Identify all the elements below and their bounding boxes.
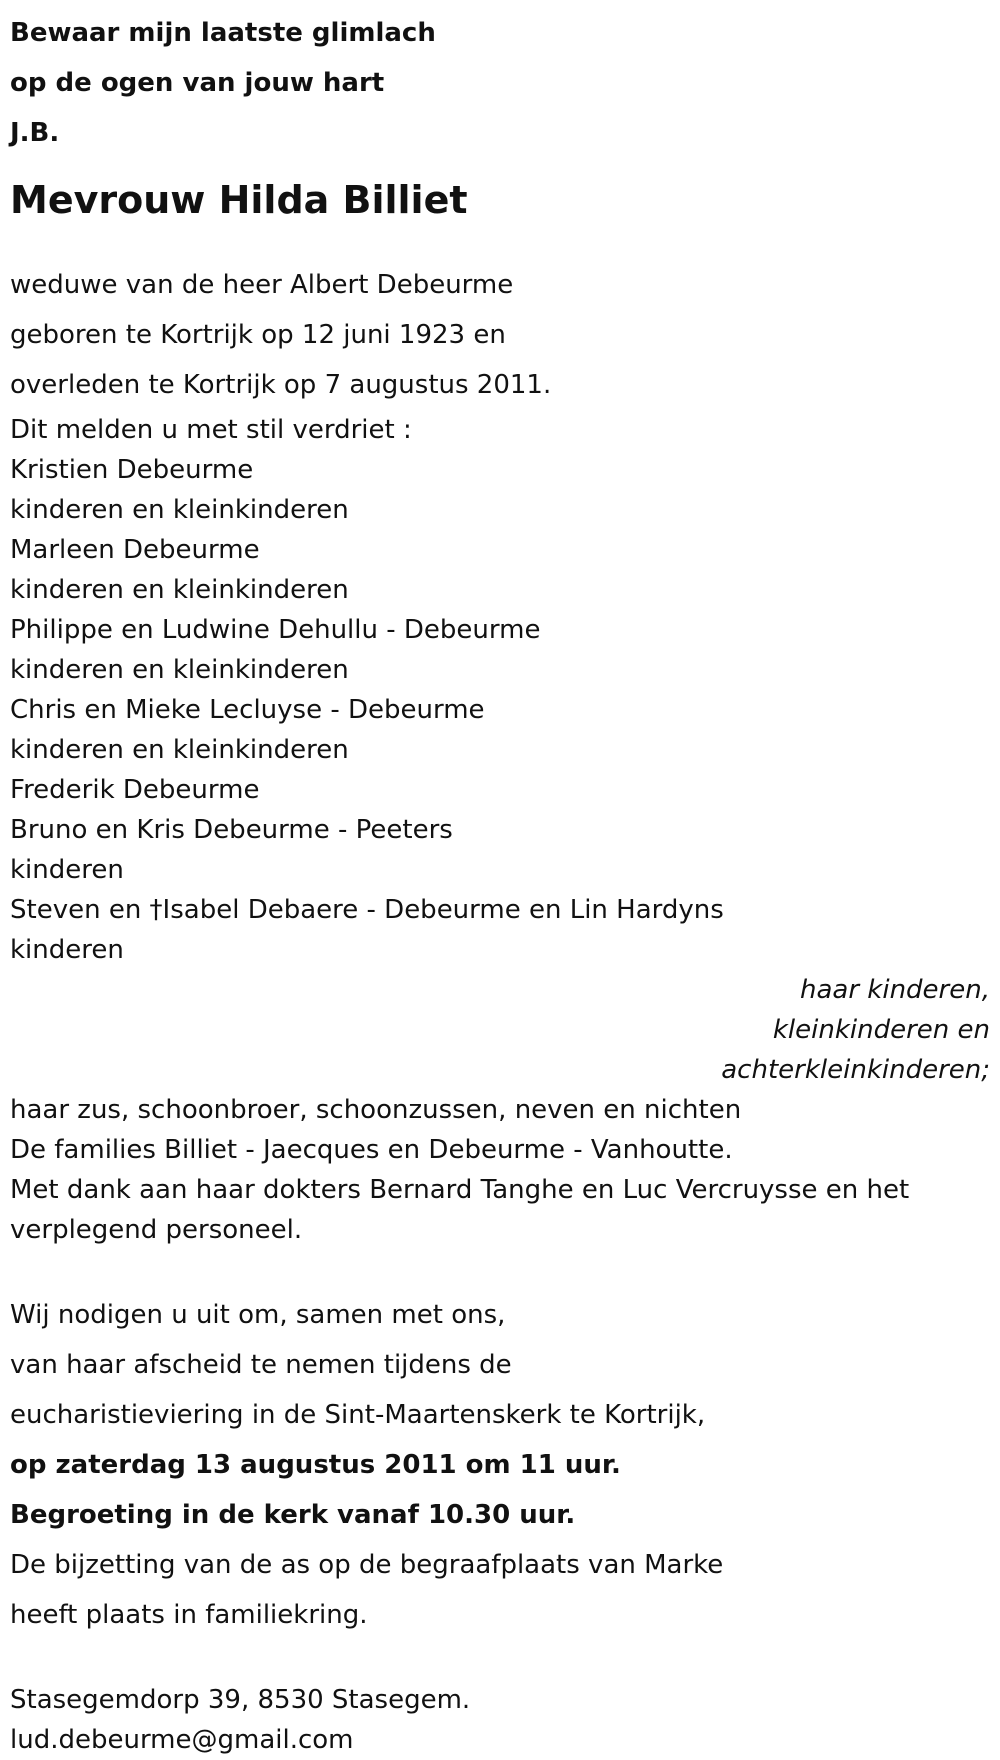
families-line: De families Billiet - Jaecques en Debeurme - Vanhoutte. [10,1135,733,1165]
invite-line: van haar afscheid te nemen tijdens de [10,1350,512,1380]
ceremony-date: op zaterdag 13 augustus 2011 om 11 uur. [10,1450,621,1480]
thanks-line: Met dank aan haar dokters Bernard Tanghe en Luc Vercruysse en het verplegend personeel. [10,1175,910,1245]
family-line: Kristien Debeurme [10,455,254,485]
family-line: kinderen en kleinkinderen [10,495,349,525]
poem-line: Bewaar mijn laatste glimlach [10,18,436,48]
family-line: kinderen [10,935,124,965]
family-list [10,410,990,970]
family-line: Philippe en Ludwine Dehullu - Debeurme [10,615,541,645]
intro-line: geboren te Kortrijk op 12 juni 1923 en [10,320,506,350]
family-line: kinderen en kleinkinderen [10,735,349,765]
contact-block [10,1680,990,1760]
family-line: Bruno en Kris Debeurme - Peeters [10,815,453,845]
spacer [10,1640,990,1680]
descendants-block [10,970,990,1090]
deceased-name: Mevrouw Hilda Billiet [10,178,468,222]
family-line: Chris en Mieke Lecluyse - Debeurme [10,695,485,725]
ceremony-block [10,1290,990,1640]
family-line: Steven en †Isabel Debaere - Debeurme en Lin Hardyns [10,895,724,925]
invite-line: Wij nodigen u uit om, samen met ons, [10,1300,506,1330]
address: Stasegemdorp 39, 8530 Stasegem. [10,1685,471,1715]
intro-line: overleden te Kortrijk op 7 augustus 2011. [10,370,552,400]
other-relatives-block [10,1090,990,1250]
poem-block [10,8,990,158]
burial-line: heeft plaats in familiekring. [10,1600,368,1630]
intro-block [10,260,990,410]
spacer [10,1250,990,1290]
obituary-notice [10,0,990,1760]
descendants-line: kleinkinderen en [772,1015,990,1045]
family-line: Marleen Debeurme [10,535,260,565]
relatives-line: haar zus, schoonbroer, schoonzussen, neven en nichten [10,1095,742,1125]
family-line: kinderen [10,855,124,885]
family-line: kinderen en kleinkinderen [10,575,349,605]
poem-line: op de ogen van jouw hart [10,68,385,98]
family-line: kinderen en kleinkinderen [10,655,349,685]
greeting-time: Begroeting in de kerk vanaf 10.30 uur. [10,1500,576,1530]
descendants-line: haar kinderen, [800,975,990,1005]
burial-line: De bijzetting van de as op de begraafplaats van Marke [10,1550,724,1580]
email: lud.debeurme@gmail.com [10,1725,354,1755]
intro-line: weduwe van de heer Albert Debeurme [10,270,514,300]
descendants-line: achterkleinkinderen; [721,1055,990,1085]
invite-line: eucharistieviering in de Sint-Maartenskerk te Kortrijk, [10,1400,706,1430]
family-heading: Dit melden u met stil verdriet : [10,415,412,445]
poem-author: J.B. [10,118,60,148]
family-line: Frederik Debeurme [10,775,260,805]
